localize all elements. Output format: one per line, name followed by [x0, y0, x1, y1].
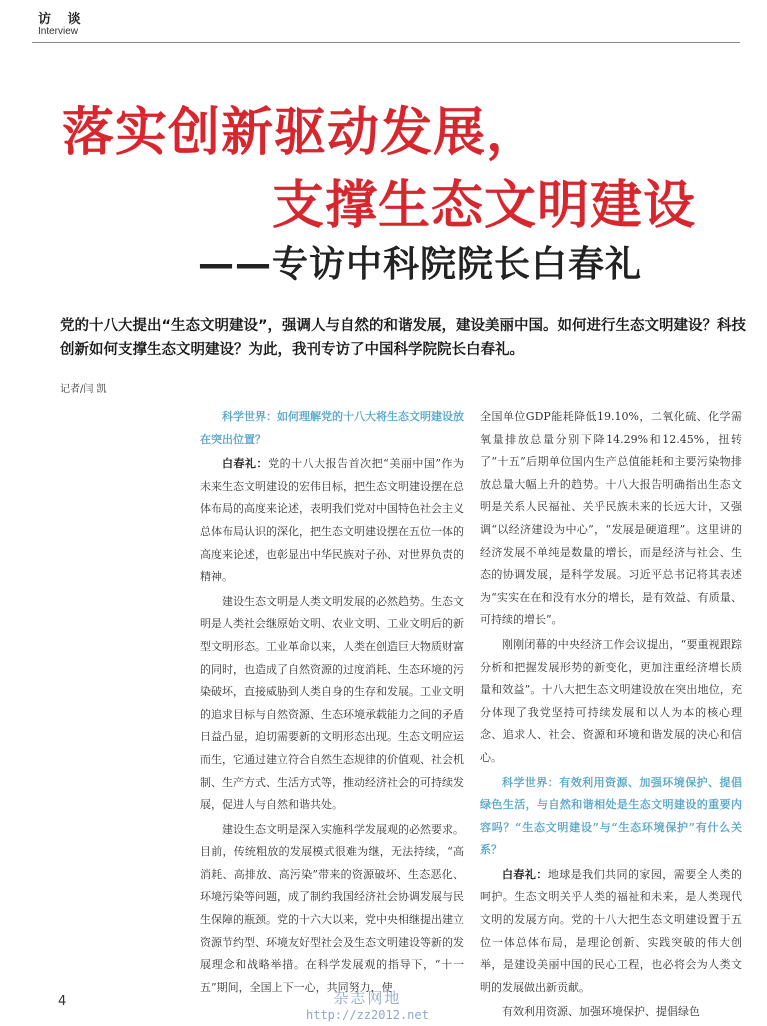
byline: 记者/闫 凯 [60, 384, 107, 395]
question-heading: 科学世界：有效利用资源、加强环境保护、提倡绿色生活，与自然和谐相处是生态文明建设的重要内容吗？“生态文明建设”与“生态环境保护”有什么关系？ [480, 775, 742, 857]
watermark-url: http://zz2012.net [306, 1008, 429, 1022]
speaker-label: 白春礼： [502, 867, 548, 881]
article-column-right [480, 406, 742, 1026]
body-paragraph: 建设生态文明是深入实施科学发展观的必然要求。目前，传统粗放的发展模式很难为继，无法持续，“高消耗、高排放、高污染”带来的资源破坏、生态恶化、环境污染等问题，成了制约我国经济社会协调发展与民生保障的瓶颈。党的十六大以来，党中央相继提出建立资源节约型、环境友好型社会及生态文明建设等新的发展理念和战略举措。在科学发展观的指导下，“十一五”期间，全国上下一心，共同努力，使 [200, 822, 464, 994]
section-label-en: Interview [38, 26, 79, 37]
answer-paragraph [480, 864, 742, 1000]
question-heading: 科学世界：如何理解党的十八大将生态文明建设放在突出位置？ [200, 410, 464, 446]
section-label-cn: 访 谈 [38, 12, 87, 27]
article-column-left [200, 406, 464, 1001]
paragraph-text: 地球是我们共同的家园，需要全人类的呵护。生态文明关乎人类的福祉和未来，是人类现代文明的发展方向。党的十八大把生态文明建设置于五位一体总体布局，是理论创新、实践突破的伟大创举，是建设美丽中国的民心工程，也必将会为人类文明的发展做出新贡献。 [480, 867, 743, 994]
headline-subtitle: ——专访中科院院长白春礼 [198, 244, 643, 285]
body-paragraph: 全国单位GDP能耗降低19.10%，二氧化硫、化学需氧量排放总量分别下降14.29%和12.45%，扭转了“十五”后期单位国内生产总值能耗和主要污染物排放总量大幅上升的趋势。十八大报告明确指出生态文明是关系人民福祉、关乎民族未来的长远大计，又强调“以经济建设为中心”，“发展是硬道理”。这里讲的经济发展不单纯是数量的增长，而是经济与社会、生态的协调发展，是科学发展。习近平总书记将其表述为“实实在在和没有水分的增长，是有效益、有质量、可持续的增长”。 [480, 410, 742, 627]
header-divider [32, 42, 740, 43]
answer-paragraph [200, 453, 464, 589]
page-number: 4 [58, 994, 67, 1009]
article-lead: 党的十八大提出“生态文明建设”，强调人与自然的和谐发展，建设美丽中国。如何进行生态文明建设？科技创新如何支撑生态文明建设？为此，我刊专访了中国科学院院长白春礼。 [60, 318, 747, 358]
paragraph-text: 党的十八大报告首次把“美丽中国”作为未来生态文明建设的宏伟目标，把生态文明建设摆在总体布局的高度来论述，表明我们党对中国特色社会主义总体布局认识的深化，把生态文明建设摆在五位一体的高度来论述，也彰显出中华民族对子孙、对世界负责的精神。 [200, 457, 465, 584]
body-paragraph: 有效利用资源、加强环境保护、提倡绿色 [502, 1005, 700, 1019]
section-tag [38, 8, 87, 37]
headline-line-1: 落实创新驱动发展， [62, 103, 540, 163]
body-paragraph: 建设生态文明是人类文明发展的必然趋势。生态文明是人类社会继原始文明、农业文明、工业文明后的新型文明形态。工业革命以来，人类在创造巨大物质财富的同时，也造成了自然资源的过度消耗、生态环境的污染破坏，直接威胁到人类自身的生存和发展。工业文明的追求目标与自然资源、生态环境承载能力之间的矛盾日益凸显，迫切需要新的文明形态出现。生态文明应运而生，它通过建立符合自然生态规律的价值观、社会机制、生产方式、生活方式等，推动经济社会的可持续发展，促进人与自然和谐共处。 [200, 594, 464, 812]
watermark-text: 杂志网地 [333, 989, 402, 1007]
speaker-label: 白春礼： [222, 457, 269, 471]
body-paragraph: 刚刚闭幕的中央经济工作会议提出，“要重视跟踪分析和把握发展形势的新变化，更加注重经济增长质量和效益”。十八大把生态文明建设放在突出地位，充分体现了我党坚持可持续发展和以人为本的核心理念、追求人、社会、资源和环境和谐发展的决心和信心。 [480, 637, 742, 764]
headline-line-2: 支撑生态文明建设 [272, 176, 697, 236]
watermark [306, 990, 429, 1024]
